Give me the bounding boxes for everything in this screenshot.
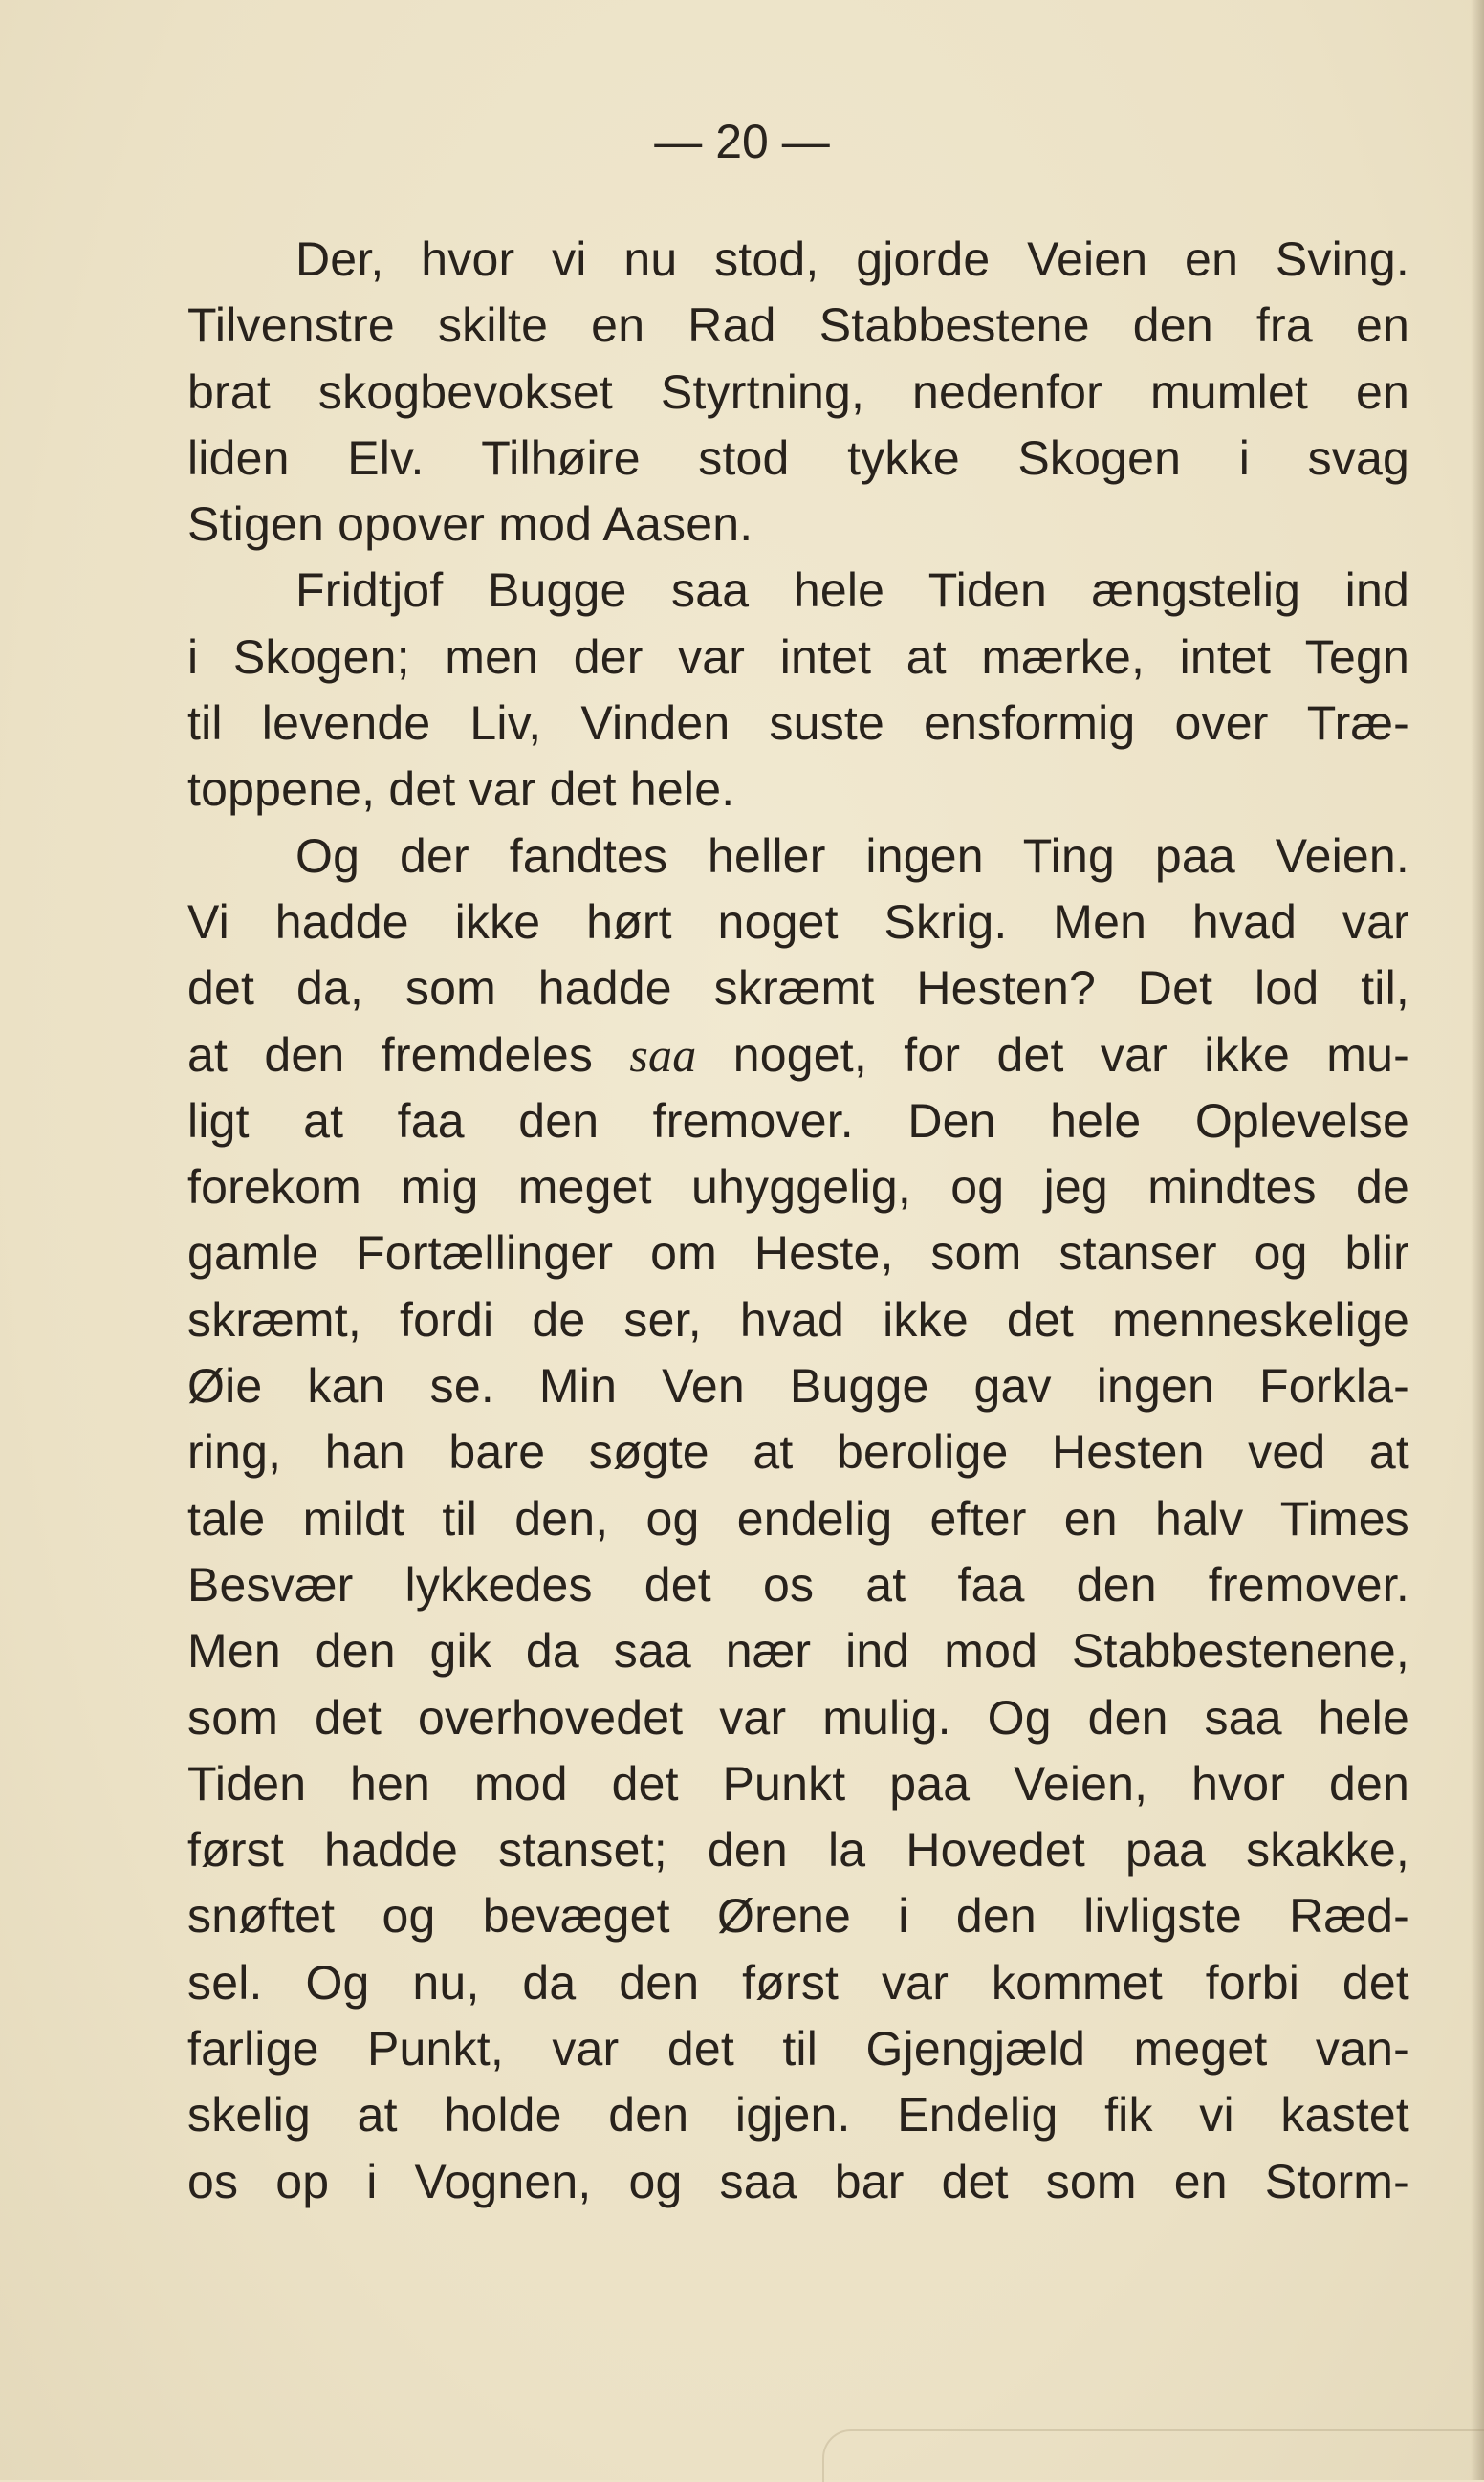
text-line: tale mildt til den, og endelig efter en halv Times [187, 1491, 1409, 1546]
text-line: farlige Punkt, var det til Gjengjæld meget van- [187, 2022, 1409, 2076]
text-line: ligt at faa den fremover. Den hele Oplevelse [187, 1093, 1409, 1148]
text-line: Men den gik da saa nær ind mod Stabbestenene, [187, 1624, 1409, 1679]
text-line: snøftet og bevæget Ørene i den livligste Ræd- [187, 1889, 1409, 1944]
text-line: gamle Fortællinger om Heste, som stanser og blir [187, 1226, 1409, 1281]
text-line: sel. Og nu, da den først var kommet forbi det [187, 1955, 1409, 2010]
text-line: først hadde stanset; den la Hovedet paa skakke, [187, 1823, 1409, 1878]
text-line: det da, som hadde skræmt Hesten? Det lod til, [187, 961, 1409, 1016]
text-line: liden Elv. Tilhøire stod tykke Skogen i svag [187, 430, 1409, 485]
body-text [187, 227, 1409, 2215]
text-line: Fridtjof Bugge saa hele Tiden ængstelig ind [295, 563, 1409, 618]
text-line: i Skogen; men der var intet at mærke, intet Tegn [187, 629, 1409, 684]
text-line: Tilvenstre skilte en Rad Stabbestene den fra en [187, 298, 1409, 353]
text-line: skelig at holde den igjen. Endelig fik vi kastet [187, 2088, 1409, 2142]
text-line: Og der fandtes heller ingen Ting paa Veien. [295, 828, 1409, 883]
text-line: Besvær lykkedes det os at faa den fremover. [187, 1557, 1409, 1612]
text-line: Stigen opover mod Aasen. [187, 497, 753, 552]
text-line: forekom mig meget uhyggelig, og jeg mindtes de [187, 1160, 1409, 1215]
text-line: Øie kan se. Min Ven Bugge gav ingen Forkla- [187, 1359, 1409, 1414]
text-line: til levende Liv, Vinden suste ensformig over Træ- [187, 696, 1409, 751]
page-edge-shadow [1471, 0, 1484, 2480]
text-line: Der, hvor vi nu stod, gjorde Veien en Sving. [295, 232, 1409, 286]
text-line: ring, han bare søgte at berolige Hesten ved at [187, 1425, 1409, 1480]
text-line: at den fremdeles saa noget, for det var ikke mu- [187, 1027, 1409, 1082]
emphasis-word: saa [629, 1027, 697, 1082]
text-line: skræmt, fordi de ser, hvad ikke det menneskelige [187, 1292, 1409, 1347]
text-line: toppene, det var det hele. [187, 762, 735, 817]
text-line: som det overhovedet var mulig. Og den saa hele [187, 1690, 1409, 1745]
text-line: os op i Vognen, og saa bar det som en Storm- [187, 2154, 1409, 2208]
text-line: brat skogbevokset Styrtning, nedenfor mumlet en [187, 364, 1409, 419]
text-line: Tiden hen mod det Punkt paa Veien, hvor den [187, 1756, 1409, 1811]
page-number: — 20 — [654, 115, 830, 168]
paper-crease [822, 2429, 1484, 2482]
text-line: Vi hadde ikke hørt noget Skrig. Men hvad var [187, 894, 1409, 949]
